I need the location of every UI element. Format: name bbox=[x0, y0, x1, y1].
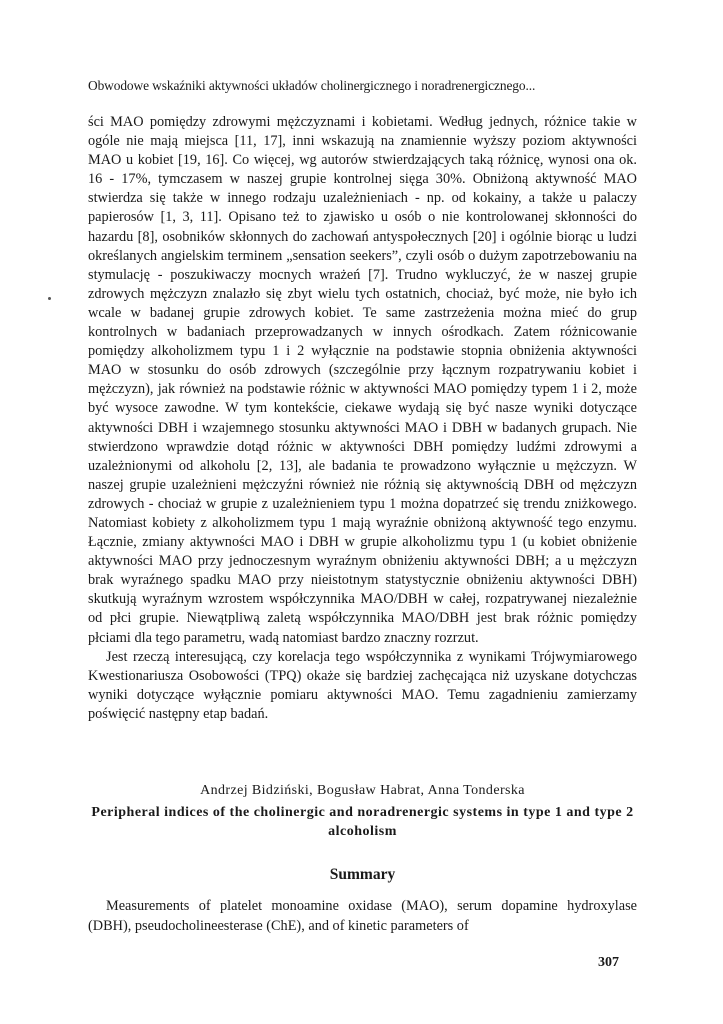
main-text bbox=[88, 113, 637, 724]
summary-heading: Summary bbox=[329, 866, 396, 883]
body-paragraph: Jest rzeczą interesującą, czy korelacja tego współczynnika z wynikami Trójwymiarowego Kwestionariusza Osobowości (TPQ) okaże się bardziej zachęcająca niż uzyskane dotychczas wyniki dotyczące wyłącznie pomiaru aktywności MAO. Temu zagadnieniu zamierzamy poświęcić następny etap badań. bbox=[88, 648, 637, 722]
margin-mark bbox=[48, 297, 51, 300]
running-header: Obwodowe wskaźniki aktywności układów cholinergicznego i noradrenergicznego... bbox=[88, 78, 536, 93]
body-paragraph: ści MAO pomiędzy zdrowymi mężczyznami i kobietami. Według jednych, różnice takie w ogóle nie mają miejsca [11, 17], inni wskazują na znamiennie wyższy poziom aktywności MAO u kobiet [19, 16]. Co więcej, wg autorów stwierdzających taką różnicę, wynosi ona ok. 16 - 17%, tymczasem w naszej grupie kontrolnej sięga 30%. Obniżoną aktywność MAO stwierdza się także w innego rodzaju uzależnieniach - np. od kokainy, a także u palaczy papierosów [1, 3, 11]. Opisano też to zjawisko u osób o nie kontrolowanej skłonności do hazardu [8], osobników skłonnych do zachowań antyspołecznych [20] i ogólnie biorąc u ludzi określanych angielskim terminem „sensation seekers”, czyli osób o dużym zapotrzebowaniu na stymulację - poszukiwaczy mocnych wrażeń [7]. Trudno wykluczyć, że w naszej grupie zdrowych mężczyzn znalazło się zbyt wielu tych ostatnich, chociaż, być może, nie było ich wcale w badanej grupie zdrowych kobiet. Te same zastrzeżenia można mieć do grup kontrolnych w badaniach przeprowadzanych w innych ośrodkach. Zatem różnicowanie pomiędzy alkoholizmem typu 1 i 2 wyłącznie na podstawie stopnia obniżenia aktywności MAO w stosunku do osób zdrowych (szczególnie przy łącznym rozpatrywaniu kobiet i mężczyzn), jak również na podstawie różnic w aktywności MAO pomiędzy typem 1 i 2, może być wysoce zawodne. W tym kontekście, ciekawe wydają się być nasze wyniki dotyczące aktywności DBH i wzajemnego stosunku aktywności MAO i DBH w badanych grupach. Nie stwierdzono wprawdzie dotąd różnic w aktywności DBH pomiędzy ludźmi zdrowymi a uzależnionymi od alkoholu [2, 13], ale badania te prowadzono wyłącznie u mężczyzn. W naszej grupie uzależnieni mężczyźni również nie różnią się aktywnością DBH od mężczyzn zdrowych - chociaż w grupie z uzależnieniem typu 1 można dopatrzeć się trendu zniżkowego. Natomiast kobiety z alkoholizmem typu 1 mają wyraźnie obniżoną aktywność tego enzymu. Łącznie, zmiany aktywności MAO i DBH w grupie alkoholizmu typu 1 (u kobiet obniżenie aktywności MAO przy jednoczesnym wyraźnym obniżeniu aktywności DBH; a u mężczyzn brak wyraźnego spadku MAO przy nieistotnym statystycznie obniżeniu aktywności DBH) skutkują wyraźnym wzrostem współczynnika MAO/DBH w całej, rozpatrywanej niezależnie od płci grupie. Niewątpliwą zaletą współczynnika MAO/DBH jest brak różnic pomiędzy płciami dla tego parametru, wadą natomiast bardzo znaczny rozrzut. bbox=[88, 114, 637, 646]
summary-text: Measurements of platelet monoamine oxidase (MAO), serum dopamine hydroxylase (DBH), pseudocholineesterase (ChE), and of kinetic parameters of bbox=[88, 898, 637, 934]
authors-line: Andrzej Bidziński, Bogusław Habrat, Anna Tonderska bbox=[200, 783, 525, 798]
page-number: 307 bbox=[598, 955, 619, 970]
english-title: Peripheral indices of the cholinergic and noradrenergic systems in type 1 and type 2 alcoholism bbox=[91, 805, 634, 839]
